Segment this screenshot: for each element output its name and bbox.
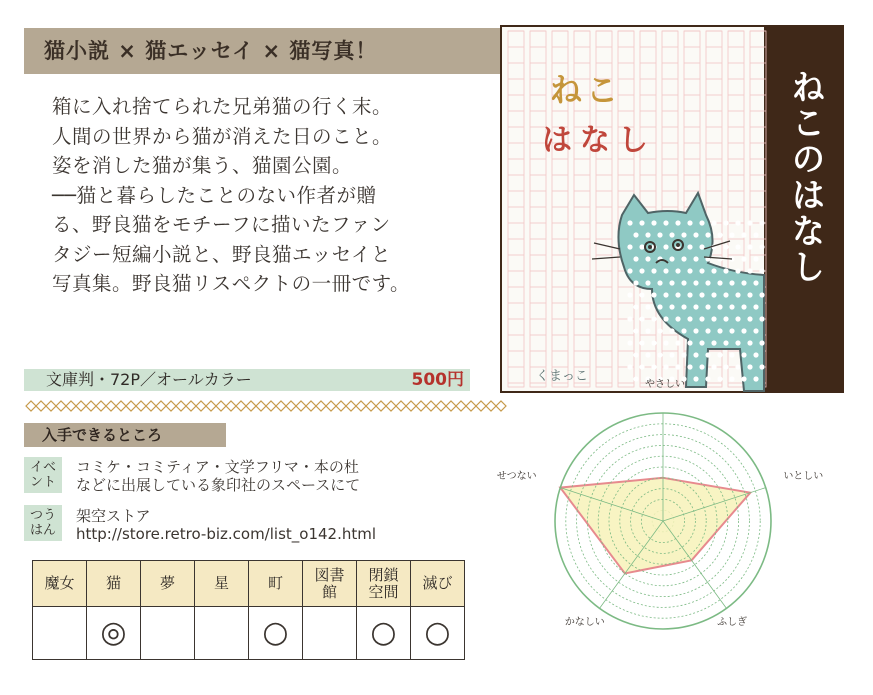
keyword-cell: 星 xyxy=(195,561,249,607)
cover-title: ねこのはなし xyxy=(785,69,825,285)
radar-axis-label: いとしい xyxy=(783,471,824,483)
store-name: 架空ストア xyxy=(76,507,151,525)
keyword-cell: 町 xyxy=(249,561,303,607)
mark-cell xyxy=(141,607,195,660)
keyword-header-row xyxy=(33,561,465,607)
book-description xyxy=(52,92,482,299)
keyword-cell: 図書 館 xyxy=(303,561,357,607)
store-url-link[interactable]: http://store.retro-biz.com/list_o142.html xyxy=(76,525,377,543)
mail-order-info xyxy=(76,507,376,543)
book-price: 500円 xyxy=(411,370,464,390)
description-line: 写真集。野良猫リスペクトの一冊です。 xyxy=(52,272,411,295)
cover-illustration xyxy=(502,27,764,391)
cover-logo-bottom: はなし xyxy=(542,123,656,158)
diamond-divider xyxy=(22,399,500,413)
event-tag: イベ ント xyxy=(24,457,62,493)
keyword-cell: 魔女 xyxy=(33,561,87,607)
spec-price-bar xyxy=(24,369,470,391)
radar-axis-label: かなしい xyxy=(564,616,605,628)
mark-cell: ◎ xyxy=(87,607,141,660)
event-booth: などに出展している象印社のスペースにて xyxy=(76,476,361,494)
radar-chart xyxy=(496,379,873,695)
description-line: る、野良猫をモチーフに描いたファン xyxy=(52,213,391,236)
book-format: 文庫判・72P／オールカラー xyxy=(46,370,252,389)
catchphrase-text: 猫小説 × 猫エッセイ × 猫写真！ xyxy=(44,39,378,63)
radar-axis-label: やさしい xyxy=(645,379,685,390)
keyword-cell: 滅び xyxy=(411,561,465,607)
catchphrase-banner xyxy=(24,28,500,74)
mail-order-tag: つう はん xyxy=(24,505,62,541)
mark-cell xyxy=(33,607,87,660)
description-line: ──猫と暮らしたことのない作者が贈 xyxy=(52,183,377,207)
availability-heading: 入手できるところ xyxy=(24,423,226,447)
event-info xyxy=(76,458,360,494)
keyword-mark-row xyxy=(33,607,465,660)
keyword-cell: 閉鎖 空間 xyxy=(357,561,411,607)
mark-cell: ○ xyxy=(357,607,411,660)
mark-cell: ○ xyxy=(411,607,465,660)
book-cover xyxy=(500,25,844,393)
manuscript-paper-illustration xyxy=(502,27,764,391)
mark-cell: ○ xyxy=(249,607,303,660)
radar-polygon xyxy=(560,478,750,574)
keyword-table xyxy=(32,560,465,660)
keyword-cell: 猫 xyxy=(87,561,141,607)
mark-cell xyxy=(195,607,249,660)
keyword-cell: 夢 xyxy=(141,561,195,607)
radar-axis-label: ふしぎ xyxy=(717,616,748,628)
description-line: 人間の世界から猫が消えた日のこと。 xyxy=(52,124,393,148)
description-line: 箱に入れ捨てられた兄弟猫の行く末。 xyxy=(52,95,393,118)
mark-cell xyxy=(303,607,357,660)
cover-author: くまっこ xyxy=(536,369,589,384)
description-line: 姿を消した猫が集う、猫園公園。 xyxy=(52,154,353,177)
event-venues: コミケ・コミティア・文学フリマ・本の杜 xyxy=(76,458,359,476)
description-line: タジー短編小説と、野良猫エッセイと xyxy=(52,242,392,266)
cover-logo-top: ねこ xyxy=(550,71,623,109)
radar-axis-label: せつない xyxy=(496,471,537,483)
